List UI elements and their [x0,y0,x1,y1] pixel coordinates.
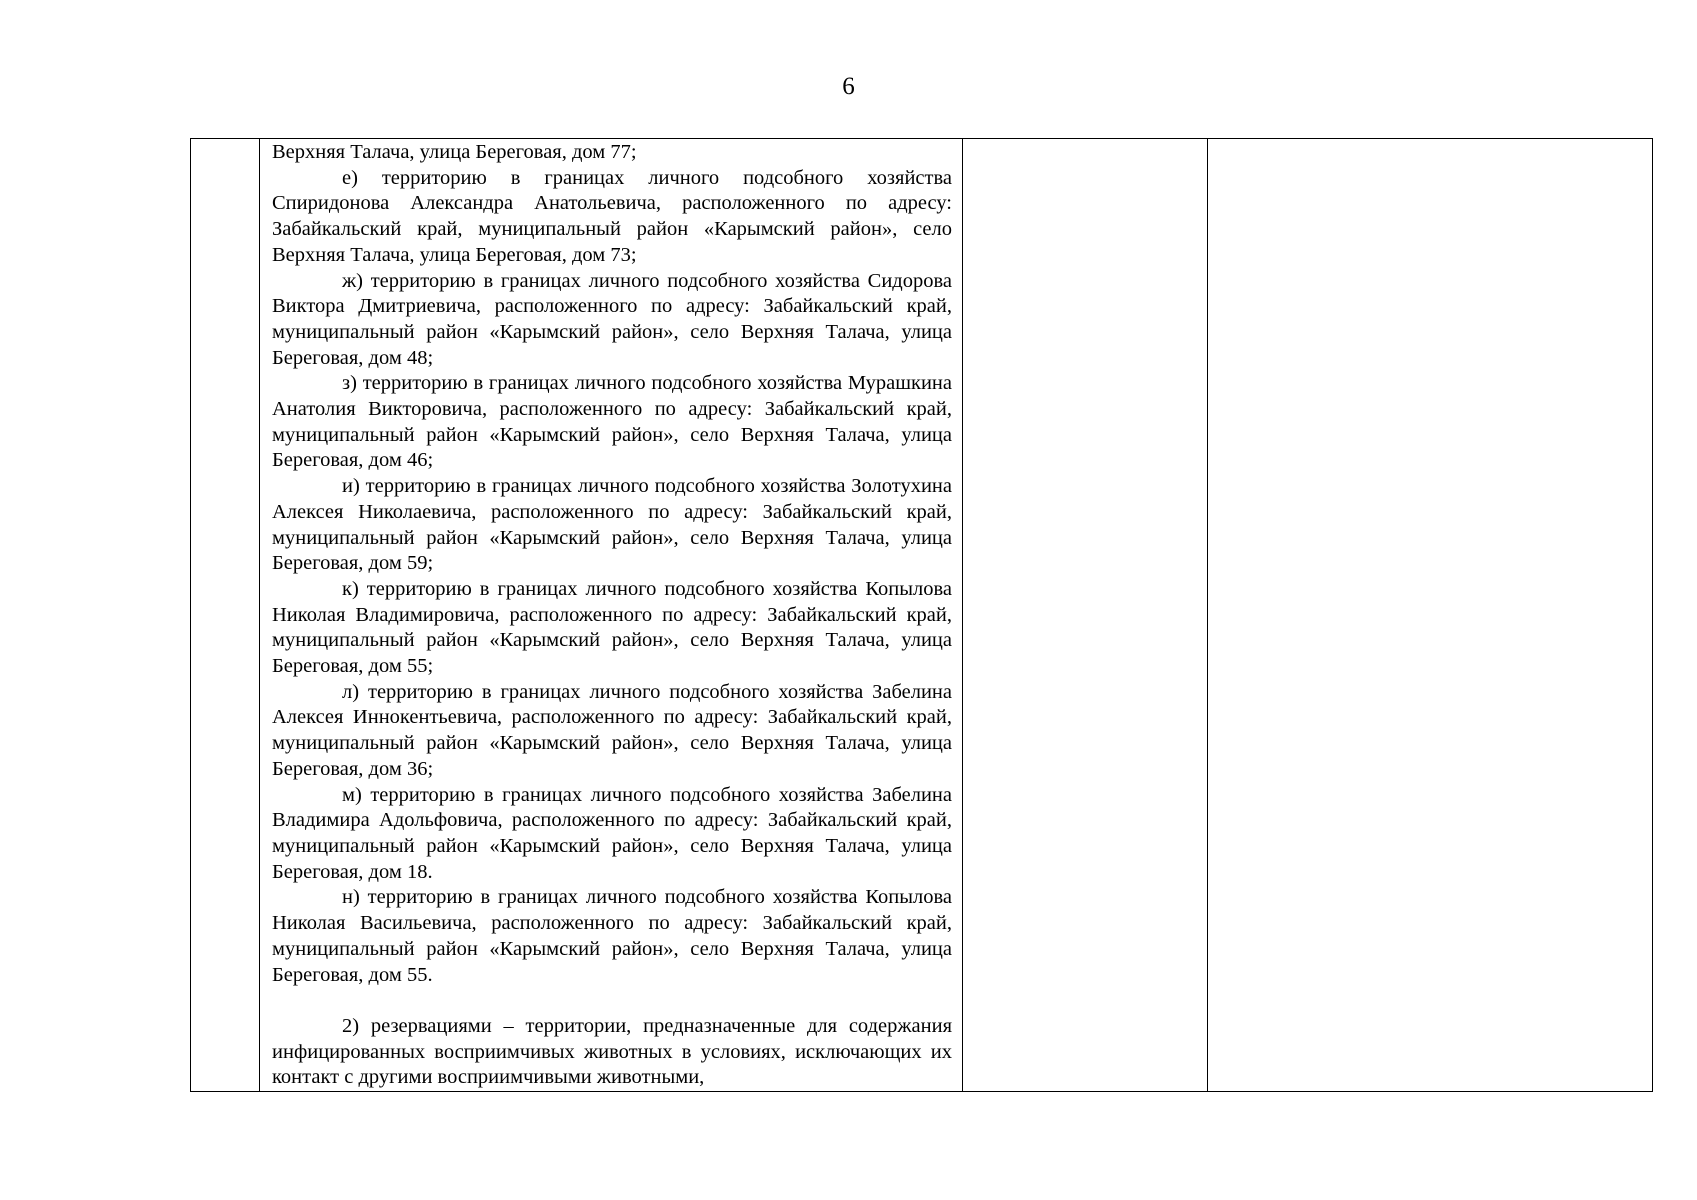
paragraph-5: к) территорию в границах личного подсобного хозяйства Копылова Николая Владимировича, расположенного по адресу: Забайкальский край, муниципальный район «Карымский район», село Верхняя Талача, улица Береговая, дом 55; [272,577,952,678]
paragraph-1: е) территорию в границах личного подсобного хозяйства Спиридонова Александра Анатольевича, расположенного по адресу: Забайкальский край, муниципальный район «Карымский район», село Верхняя Талача, улица Береговая, дом 73; [272,166,952,266]
paragraph-8: н) территорию в границах личного подсобного хозяйства Копылова Николая Васильевича, расположенного по адресу: Забайкальский край, муниципальный район «Карымский район», село Верхняя Талача, улица Береговая, дом 55. [272,886,952,986]
paragraph-3: з) территорию в границах личного подсобного хозяйства Мурашкина Анатолия Викторовича, расположенного по адресу: Забайкальский край, муниципальный район «Карымский район», село Верхняя Талача, улица Береговая, дом 46; [272,372,952,472]
page-number: 6 [842,73,855,100]
paragraph-6: л) территорию в границах личного подсобного хозяйства Забелина Алексея Иннокентьевича, расположенного по адресу: Забайкальский край, муниципальный район «Карымский район», село Верхняя Талача, улица Береговая, дом 36; [272,680,952,780]
paragraph-0: Верхняя Талача, улица Береговая, дом 77; [272,141,637,163]
paragraph-10: 2) резервациями – территории, предназначенные для содержания инфицированных восприимчивых животных в условиях, исключающих их контакт с другими восприимчивыми животными, [272,1014,952,1089]
table-cell-empty-3 [963,139,1208,1092]
content-text-block [260,139,962,1091]
paragraph-7: м) территорию в границах личного подсобного хозяйства Забелина Владимира Адольфовича, расположенного по адресу: Забайкальский край, муниципальный район «Карымский район», село Верхняя Талача, улица Береговая, дом 18. [272,783,952,883]
table-cell-empty-4 [1208,139,1653,1092]
paragraph-2: ж) территорию в границах личного подсобного хозяйства Сидорова Виктора Дмитриевича, расположенного по адресу: Забайкальский край, муниципальный район «Карымский район», село Верхняя Талача, улица Береговая, дом 48; [272,269,952,369]
table-cell-number [191,139,260,1092]
table-cell-content [260,139,963,1092]
paragraph-spacer [272,988,952,1014]
table-row [191,139,1653,1092]
paragraph-4: и) территорию в границах личного подсобного хозяйства Золотухина Алексея Николаевича, расположенного по адресу: Забайкальский край, муниципальный район «Карымский район», село Верхняя Талача, улица Береговая, дом 59; [272,475,952,575]
document-table [190,138,1653,1092]
